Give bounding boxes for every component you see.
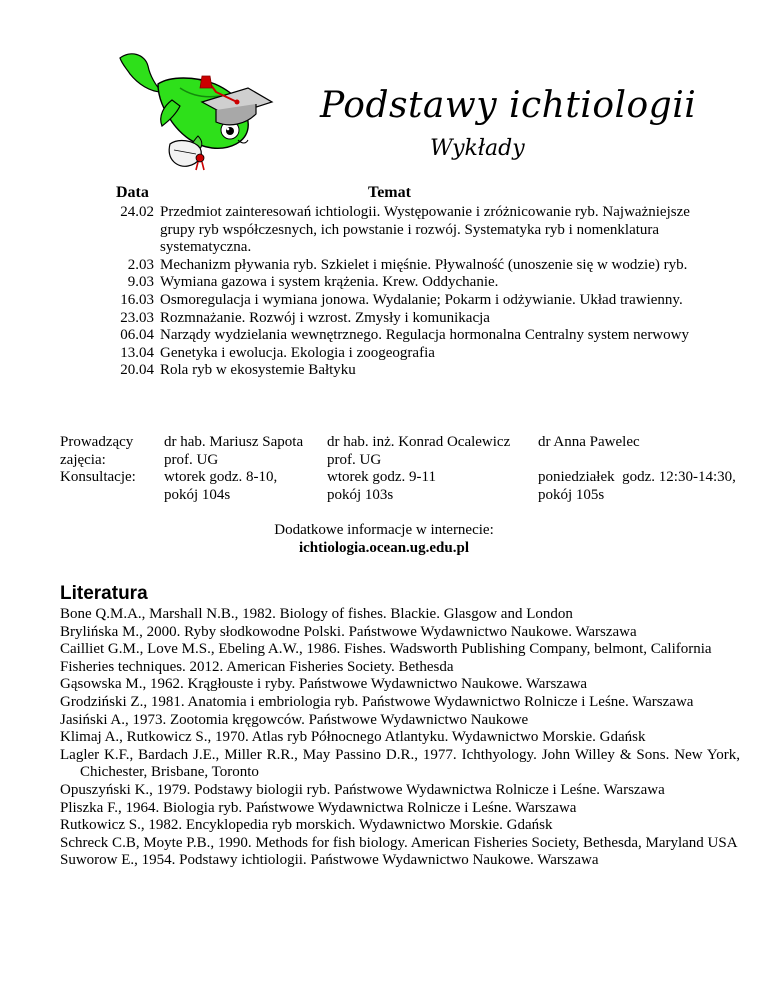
- instructor-column: [538, 434, 763, 504]
- additional-info: [0, 521, 768, 557]
- reference-item: Opuszyński K., 1979. Podstawy biologii ryb. Państwowe Wydawnictwa Rolnicze i Leśne. Warszawa: [60, 781, 665, 798]
- topic-column-header: Temat: [368, 184, 411, 201]
- page-subtitle: Wykłady: [430, 136, 525, 161]
- instructor-column: [327, 434, 532, 504]
- lecture-date: 2.03: [127, 256, 154, 273]
- lecture-topic: Osmoregulacja i wymiana jonowa. Wydalanie; Pokarm i odżywianie. Układ trawienny.: [160, 291, 683, 308]
- reference-item: Schreck C.B, Moyte P.B., 1990. Methods for fish biology. American Fisheries Society, Bethesda, Maryland USA: [60, 834, 738, 851]
- instructor-name: dr hab. inż. Konrad Ocalewicz: [327, 434, 511, 450]
- page-title: Podstawy ichtiologii: [320, 85, 697, 126]
- lecture-row: [70, 257, 690, 275]
- reference-item: Suworow E., 1954. Podstawy ichtiologii. Państwowe Wydawnictwo Naukowe. Warszawa: [60, 852, 599, 869]
- lecture-date: 20.04: [120, 362, 154, 379]
- instructor-title: [538, 452, 763, 470]
- reference-item: Lagler K.F., Bardach J.E., Miller R.R., May Passino D.R., 1977. Ichthyology. John Willey & Sons. New York, Chichester, Brisbane, Toronto: [60, 746, 740, 781]
- lecture-row: [70, 362, 690, 380]
- lecture-row: [70, 204, 690, 257]
- lecture-row: [70, 345, 690, 363]
- lecture-topic: Mechanizm pływania ryb. Szkielet i mięśnie. Pływalność (unoszenie się w wodzie) ryb.: [160, 256, 688, 273]
- reference-item: Cailliet G.M., Love M.S., Ebeling A.W., 1986. Fishes. Wadsworth Publishing Company, belmont, California: [60, 641, 712, 658]
- office-room: pokój 104s: [164, 486, 231, 503]
- lecture-topic: Rola ryb w ekosystemie Bałtyku: [160, 362, 356, 379]
- consultation-hours: wtorek godz. 9-11: [327, 469, 436, 486]
- lecture-date: 23.03: [120, 309, 154, 326]
- lecture-date: 06.04: [120, 327, 154, 344]
- reference-item: Klimaj A., Rutkowicz S., 1970. Atlas ryb Północnego Atlantyku. Wydawnictwo Morskie. Gdańsk: [60, 729, 646, 746]
- instructors-label-line2: zajęcia:: [60, 451, 106, 468]
- lecture-date: 9.03: [127, 274, 154, 291]
- lecture-date: 13.04: [120, 344, 154, 361]
- consultations-label: Konsultacje:: [60, 469, 136, 486]
- lecture-row: [70, 310, 690, 328]
- office-room: pokój 105s: [538, 486, 605, 503]
- instructor-title: prof. UG: [164, 451, 219, 468]
- date-column-header: Data: [116, 184, 149, 201]
- consultation-hours: poniedziałek godz. 12:30-14:30,: [538, 469, 736, 486]
- lecture-schedule: [70, 204, 690, 380]
- reference-item: Rutkowicz S., 1982. Encyklopedia ryb morskich. Wydawnictwo Morskie. Gdańsk: [60, 817, 553, 834]
- lecture-date: 24.02: [120, 204, 154, 220]
- reference-item: Grodziński Z., 1981. Anatomia i embriologia ryb. Państwowe Wydawnictwo Rolnicze i Leśne. Warszawa: [60, 693, 694, 710]
- lecture-row: [70, 327, 690, 345]
- instructor-name: dr Anna Pawelec: [538, 434, 640, 450]
- consultation-hours: wtorek godz. 8-10,: [164, 469, 278, 486]
- lecture-date: 16.03: [120, 291, 154, 308]
- instructor-name: dr hab. Mariusz Sapota: [164, 434, 304, 450]
- instructor-title: prof. UG: [327, 451, 382, 468]
- lecture-topic: Genetyka i ewolucja. Ekologia i zoogeografia: [160, 344, 435, 361]
- reference-item: Gąsowska M., 1962. Krągłouste i ryby. Państwowe Wydawnictwo Naukowe. Warszawa: [60, 676, 588, 693]
- lecture-topic: Przedmiot zainteresowań ichtiologii. Występowanie i zróżnicowanie ryb. Najważniejsze grupy ryb współczesnych, ich powstanie i rozwój. Systematyka ryb i nomenklatura systematyczna.: [160, 204, 690, 256]
- lecture-topic: Narządy wydzielania wewnętrznego. Regulacja hormonalna Centralny system nerwowy: [160, 327, 689, 344]
- reference-item: Fisheries techniques. 2012. American Fisheries Society. Bethesda: [60, 658, 454, 675]
- literature-heading: Literatura: [60, 583, 148, 604]
- course-website-link[interactable]: ichtiologia.ocean.ug.edu.pl: [298, 540, 470, 556]
- office-room: pokój 103s: [327, 486, 394, 503]
- reference-list: [60, 606, 740, 870]
- instructors-label-line1: Prowadzący: [60, 434, 134, 450]
- lecture-topic: Wymiana gazowa i system krążenia. Krew. Oddychanie.: [160, 274, 499, 291]
- reference-item: Pliszka F., 1964. Biologia ryb. Państwowe Wydawnictwa Rolnicze i Leśne. Warszawa: [60, 799, 577, 816]
- lecture-row: [70, 292, 690, 310]
- instructor-column: [164, 434, 314, 504]
- reference-item: Jasiński A., 1973. Zootomia kręgowców. Państwowe Wydawnictwo Naukowe: [60, 711, 529, 728]
- reference-item: Brylińska M., 2000. Ryby słodkowodne Polski. Państwowe Wydawnictwo Naukowe. Warszawa: [60, 623, 637, 640]
- lecture-topic: Rozmnażanie. Rozwój i wzrost. Zmysły i komunikacja: [160, 309, 490, 326]
- fish-graduate-logo: [100, 40, 300, 172]
- staff-labels: [60, 434, 160, 487]
- info-label: Dodatkowe informacje w internecie:: [274, 522, 494, 538]
- lecture-row: [70, 274, 690, 292]
- reference-item: Bone Q.M.A., Marshall N.B., 1982. Biology of fishes. Blackie. Glasgow and London: [60, 606, 573, 622]
